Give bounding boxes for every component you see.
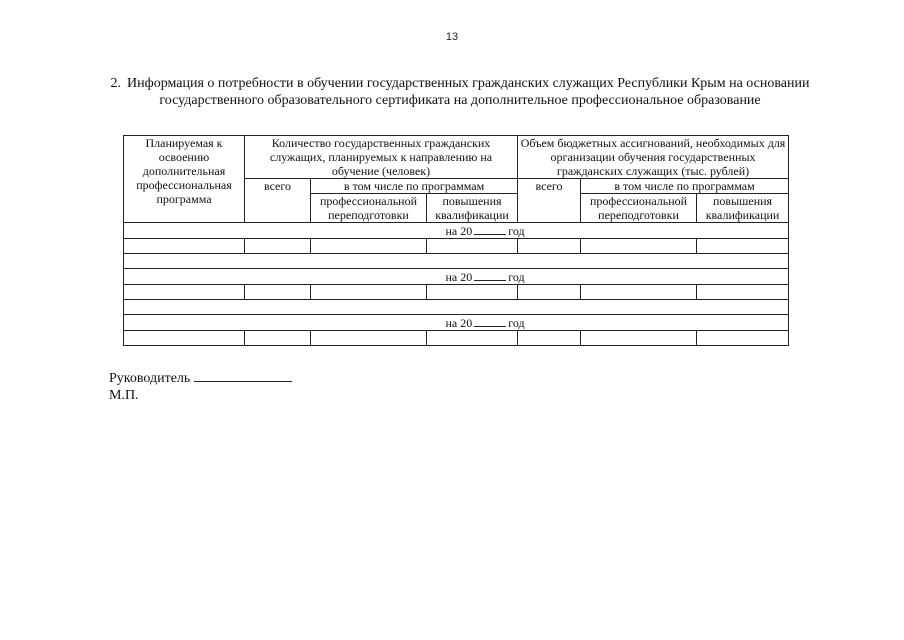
table-row xyxy=(124,300,789,315)
header-count-retraining: профессиональной переподготовки xyxy=(311,194,427,223)
section-heading xyxy=(80,75,840,109)
table-row xyxy=(124,239,789,254)
header-budget-retraining: профессиональной переподготовки xyxy=(581,194,697,223)
header-count-including: в том числе по программам xyxy=(311,179,518,194)
header-budget-including: в том числе по программам xyxy=(581,179,789,194)
table-row xyxy=(124,254,789,269)
needs-table xyxy=(123,135,789,346)
year-row: на 20 год xyxy=(124,269,789,285)
stamp-label: М.П. xyxy=(109,388,139,403)
section-title: Информация о потребности в обучении государственных гражданских служащих Республики Крым на основании государственного образовательного сертификата на дополнительное профессиональное образование xyxy=(127,76,810,108)
head-label: Руководитель xyxy=(109,371,191,386)
header-count-group: Количество государственных гражданских служащих, планируемых к направлению на обучение (человек) xyxy=(245,136,518,179)
section-number: 2. xyxy=(110,76,122,91)
table-row xyxy=(124,331,789,346)
year-row: на 20 год xyxy=(124,315,789,331)
year-row: на 20 год xyxy=(124,223,789,239)
signature-line xyxy=(194,369,292,382)
header-budget-total: всего xyxy=(518,179,581,223)
table-row xyxy=(124,285,789,300)
header-count-qualification: повышения квалификации xyxy=(427,194,518,223)
header-count-total: всего xyxy=(245,179,311,223)
header-budget-qualification: повышения квалификации xyxy=(697,194,789,223)
signature-block xyxy=(109,369,292,404)
header-budget-group: Объем бюджетных ассигнований, необходимых для организации обучения государственных гражданских служащих (тыс. рублей) xyxy=(518,136,789,179)
page-number: 13 xyxy=(445,31,459,43)
header-program: Планируемая к освоению дополнительная профессиональная программа xyxy=(124,136,245,223)
